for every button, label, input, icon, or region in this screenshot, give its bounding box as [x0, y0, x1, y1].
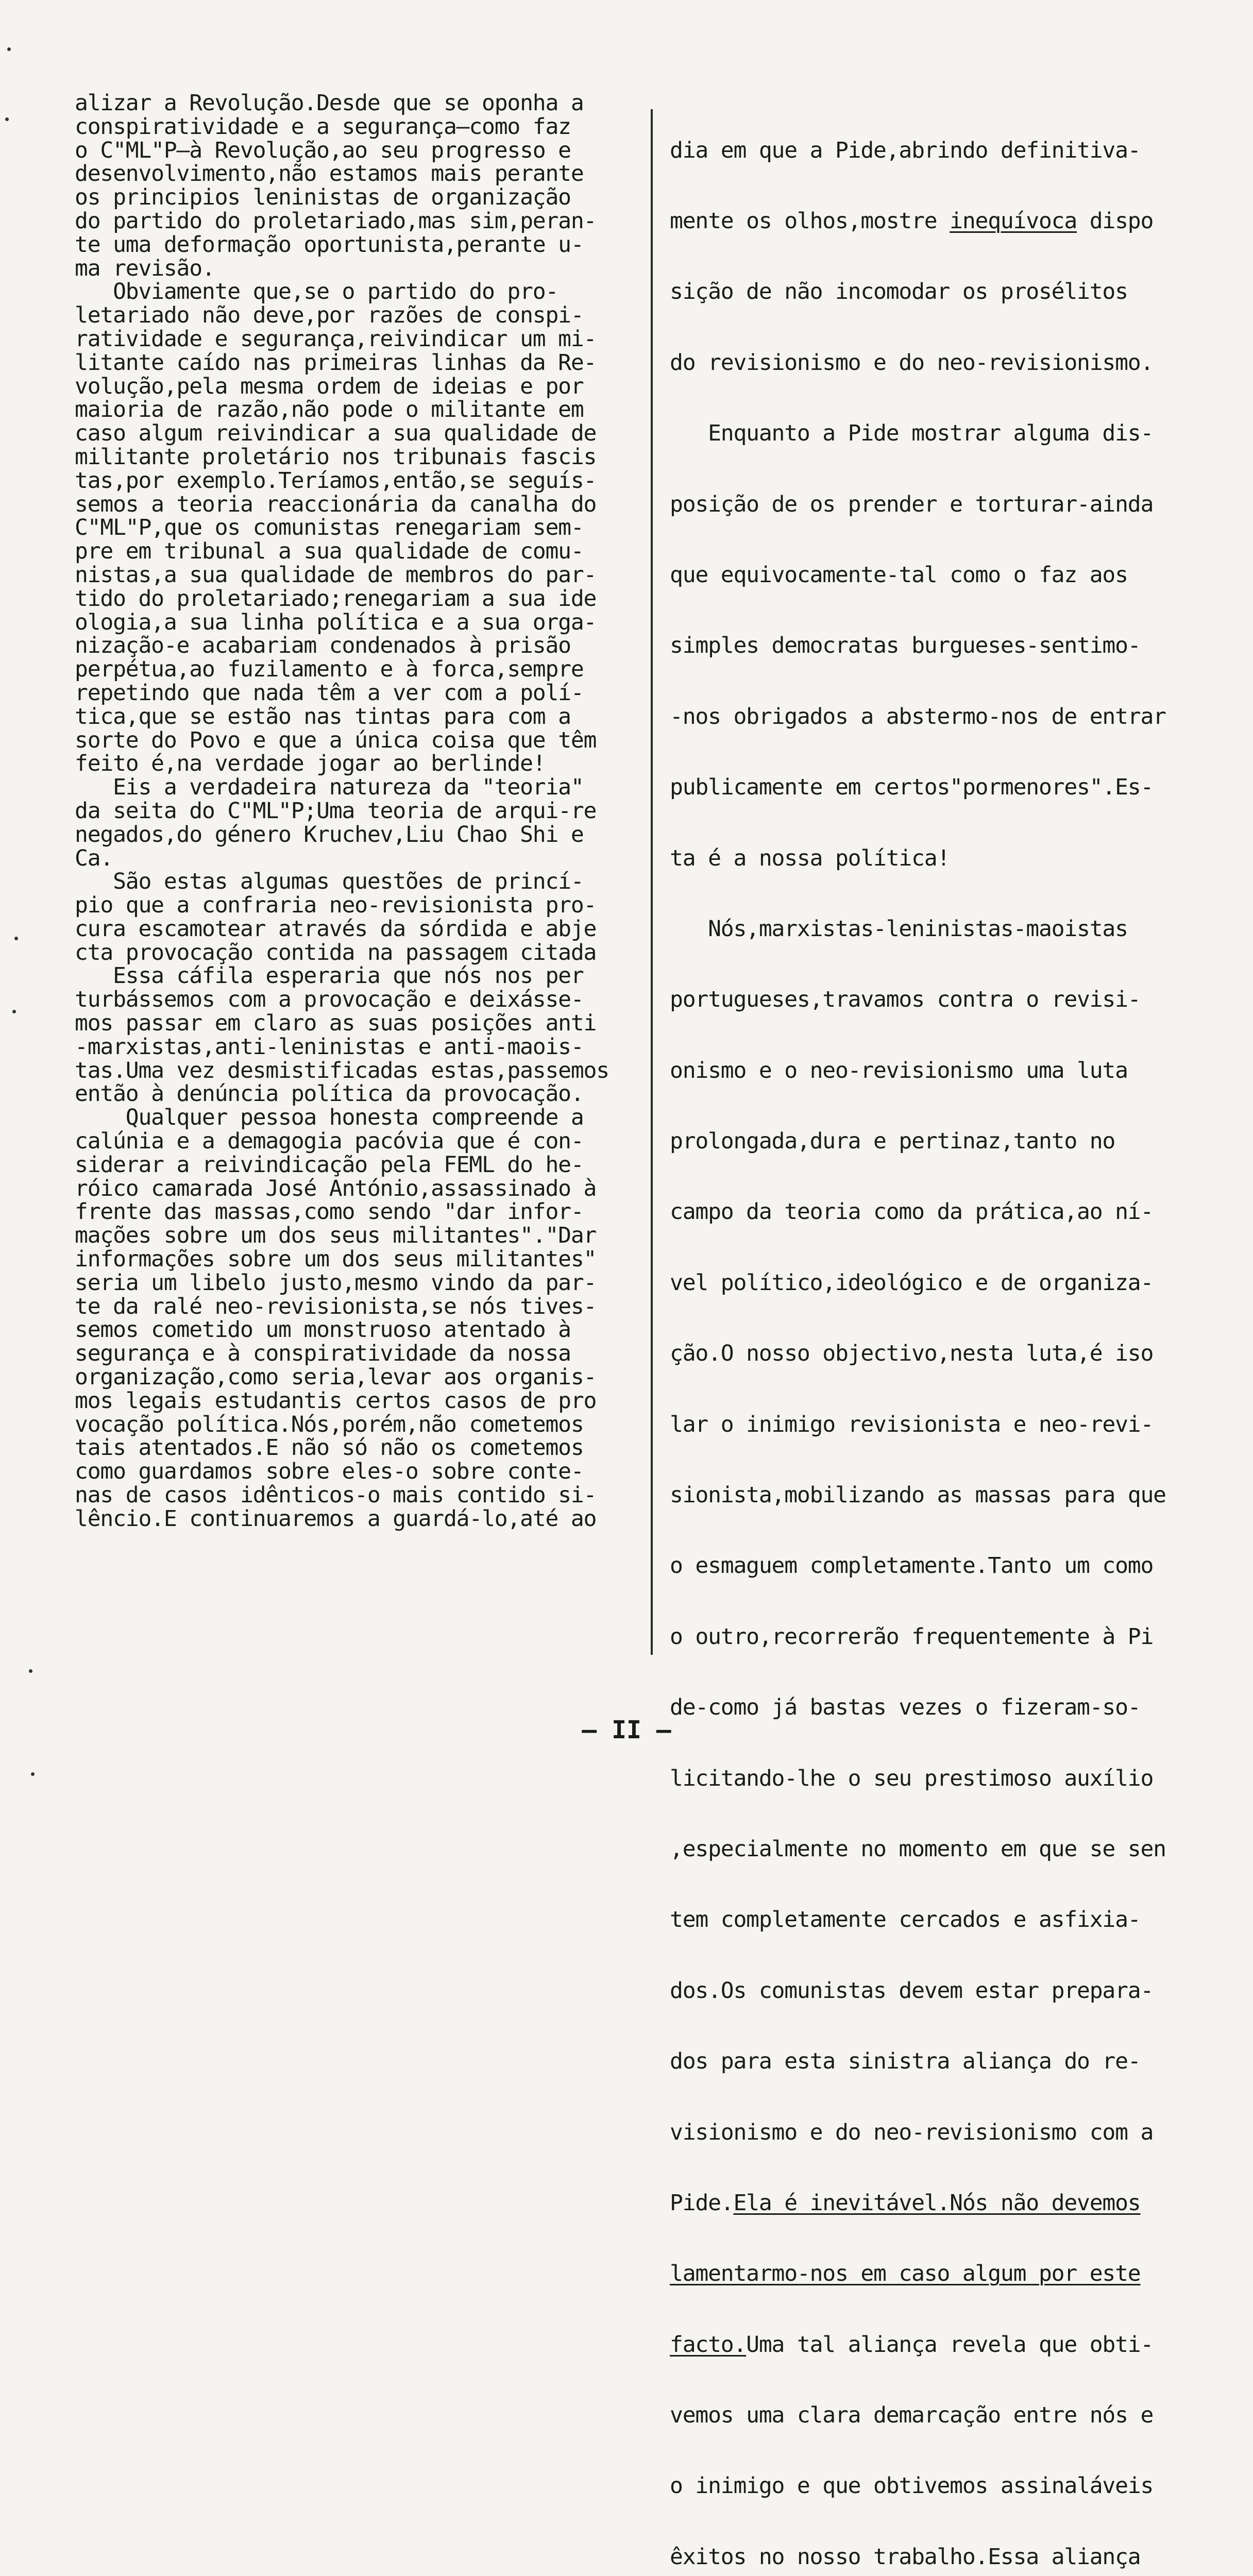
text-line: tica,que se estão nas tintas para com a	[75, 703, 571, 730]
text-line: dos.Os comunistas devem estar prepara-	[670, 1977, 1154, 2004]
text-line: o C"ML"P—à Revolução,ao seu progresso e	[75, 137, 571, 163]
text-line: posição de os prender e torturar-ainda	[670, 491, 1154, 517]
text-line: nistas,a sua qualidade de membros do par-	[75, 562, 597, 588]
text-line: prolongada,dura e pertinaz,tanto no	[670, 1128, 1115, 1155]
text-line: pio que a confraria neo-revisionista pro-	[75, 892, 597, 919]
scan-speck	[5, 117, 9, 121]
text-line: calúnia e a demagogia pacóvia que é con-	[75, 1128, 584, 1155]
text-line: visionismo e do neo-revisionismo com a	[670, 2119, 1154, 2145]
text-line: da seita do C"ML"P;Uma teoria de arqui-re	[75, 798, 597, 824]
scan-speck	[31, 1772, 35, 1776]
text-line: tem completamente cercados e asfixia-	[670, 1907, 1141, 1933]
text-line: ologia,a sua linha política e a sua orga-	[75, 609, 597, 635]
text-line: te da ralé neo-revisionista,se nós tives-	[75, 1293, 597, 1319]
text-line: pre em tribunal a sua qualidade de comu-	[75, 538, 584, 565]
text-line: como guardamos sobre eles-o sobre conte-	[75, 1459, 584, 1485]
text-line: te uma deformação oportunista,perante u-	[75, 231, 584, 258]
text-line: negados,do género Kruchev,Liu Chao Shi e	[75, 821, 584, 848]
text-line: perpétua,ao fuzilamento e à forca,sempre	[75, 656, 584, 683]
text-line: dos para esta sinistra aliança do re-	[670, 2048, 1141, 2075]
text-line: tas.Uma vez desmistificadas estas,passemos	[75, 1057, 609, 1083]
text-line: mente os olhos,mostre inequívoca dispo	[670, 208, 1154, 234]
text-line: semos a teoria reaccionária da canalha do	[75, 491, 597, 517]
text-line: -nos obrigados a abstermo-nos de entrar	[670, 703, 1166, 730]
text-line: mações sobre um dos seus militantes"."Dar	[75, 1223, 597, 1249]
text-line: Nós,marxistas-leninistas-maoistas	[670, 916, 1128, 942]
text-line: Ca.	[75, 845, 113, 871]
text-line: letariado não deve,por razões de conspi-	[75, 302, 584, 329]
text-line: segurança e à conspiratividade da nossa	[75, 1341, 571, 1367]
text-line: frente das massas,como sendo "dar infor-	[75, 1199, 584, 1225]
text-line: volução,pela mesma ordem de ideias e por	[75, 373, 584, 399]
text-line: ta é a nossa política!	[670, 845, 950, 871]
text-line: cura escamotear através da sórdida e abje	[75, 916, 597, 942]
text-line: simples democratas burgueses-sentimo-	[670, 633, 1141, 659]
text-line: Essa cáfila esperaria que nós nos per	[75, 963, 584, 989]
text-line: o esmaguem completamente.Tanto um como	[670, 1553, 1154, 1579]
text-line: tais atentados.E não só não os cometemos	[75, 1435, 584, 1461]
text-line: então à denúncia política da provocação.	[75, 1081, 584, 1107]
text-line: portugueses,travamos contra o revisi-	[670, 987, 1141, 1013]
text-line: semos cometido um monstruoso atentado à	[75, 1317, 571, 1343]
text-line: vel político,ideológico e de organiza-	[670, 1269, 1154, 1296]
text-line: do revisionismo e do neo-revisionismo.	[670, 349, 1154, 376]
text-line: o inimigo e que obtivemos assinaláveis	[670, 2473, 1154, 2499]
text-line: turbássemos com a provocação e deixásse-	[75, 987, 584, 1013]
text-line: tas,por exemplo.Teríamos,então,se seguís-	[75, 467, 597, 494]
scan-speck	[29, 1669, 32, 1673]
text-line: licitando-lhe o seu prestimoso auxílio	[670, 1765, 1154, 1791]
text-line	[670, 2262, 1221, 2286]
text-line: ção.O nosso objectivo,nesta luta,é iso	[670, 1341, 1154, 1367]
text-line: alizar a Revolução.Desde que se oponha a	[75, 90, 584, 116]
text-line: dia em que a Pide,abrindo definitiva-	[670, 137, 1141, 163]
left-column	[75, 92, 636, 1531]
underlined-text: inequívoca	[950, 208, 1077, 234]
text-line: Obviamente que,se o partido do pro-	[75, 279, 558, 305]
text-line: facto.Uma tal aliança revela que obti-	[670, 2331, 1154, 2358]
text-line: ratividade e segurança,reivindicar um mi-	[75, 326, 597, 352]
text-line: tido do proletariado;renegariam a sua ide	[75, 585, 597, 612]
text-line: militante proletário nos tribunais fascis	[75, 444, 597, 470]
text-line: lêncio.E continuaremos a guardá-lo,até ao	[75, 1505, 597, 1532]
text-line: vemos uma clara demarcação entre nós e	[670, 2402, 1154, 2429]
text-line: êxitos no nosso trabalho.Essa aliança	[670, 2544, 1141, 2570]
text-line: mos passar em claro as suas posições anti	[75, 1010, 597, 1037]
underlined-text: facto.	[670, 2331, 747, 2358]
text-line: os principios leninistas de organização	[75, 184, 571, 211]
text-line: ,especialmente no momento em que se sen	[670, 1836, 1166, 1862]
text-line: de-como já bastas vezes o fizeram-so-	[670, 1694, 1141, 1721]
page-number: — II —	[582, 1716, 671, 1744]
text-line: caso algum reivindicar a sua qualidade de	[75, 420, 597, 447]
text-line: sionista,mobilizando as massas para que	[670, 1482, 1166, 1509]
text-line: feito é,na verdade jogar ao berlinde!	[75, 751, 546, 777]
text-line: siderar a reivindicação pela FEML do he-	[75, 1151, 584, 1178]
right-column	[670, 92, 1221, 2576]
text-line: mos legais estudantis certos casos de pro	[75, 1387, 597, 1414]
scan-speck	[7, 47, 11, 51]
underlined-text: Ela é inevitável.Nós não devemos	[733, 2190, 1141, 2216]
text-line: litante caído nas primeiras linhas da Re-	[75, 349, 597, 376]
text-line: C"ML"P,que os comunistas renegariam sem-	[75, 515, 584, 541]
text-line: organização,como seria,levar aos organis-	[75, 1364, 597, 1391]
text-line: -marxistas,anti-leninistas e anti-maois-	[75, 1033, 584, 1060]
text-line: sorte do Povo e que a única coisa que têm	[75, 727, 597, 753]
text-line: Enquanto a Pide mostrar alguma dis-	[670, 420, 1154, 447]
text-line: publicamente em certos"pormenores".Es-	[670, 774, 1154, 801]
text-line: informações sobre um dos seus militantes"	[75, 1246, 597, 1273]
text-line: cta provocação contida na passagem citada	[75, 939, 597, 965]
text-line: maioria de razão,não pode o militante em	[75, 397, 584, 423]
column-divider	[651, 109, 653, 1655]
text-line: o outro,recorrerão frequentemente à Pi	[670, 1623, 1154, 1650]
text-line: repetindo que nada têm a ver com a polí-	[75, 680, 584, 706]
text-line: Eis a verdadeira natureza da "teoria"	[75, 774, 584, 801]
text-line: ma revisão.	[75, 255, 215, 281]
scan-speck	[14, 937, 18, 940]
text-line: nização-e acabariam condenados à prisão	[75, 633, 571, 659]
text-line: onismo e o neo-revisionismo uma luta	[670, 1057, 1128, 1083]
underlined-text: lamentarmo-nos em caso algum por este	[670, 2261, 1141, 2287]
text-line: seria um libelo justo,mesmo vindo da par-	[75, 1269, 597, 1296]
text-line: campo da teoria como da prática,ao ní-	[670, 1199, 1154, 1225]
text-line: róico camarada José António,assassinado à	[75, 1175, 597, 1201]
text-line: do partido do proletariado,mas sim,peran-	[75, 208, 597, 234]
text-line: nas de casos idênticos-o mais contido si-	[75, 1482, 597, 1509]
text-line: vocação política.Nós,porém,não cometemos	[75, 1411, 584, 1437]
text-line: São estas algumas questões de princí-	[75, 869, 584, 895]
text-line: Pide.Ela é inevitável.Nós não devemos	[670, 2190, 1141, 2216]
text-line: sição de não incomodar os prosélitos	[670, 279, 1128, 305]
text-line: Qualquer pessoa honesta compreende a	[75, 1105, 584, 1131]
text-line: que equivocamente-tal como o faz aos	[670, 562, 1128, 588]
text-line: conspiratividade e a segurança—como faz	[75, 113, 571, 140]
text-line: lar o inimigo revisionista e neo-revi-	[670, 1411, 1154, 1437]
text-line: desenvolvimento,não estamos mais perante	[75, 161, 584, 187]
scan-speck	[12, 1010, 16, 1013]
